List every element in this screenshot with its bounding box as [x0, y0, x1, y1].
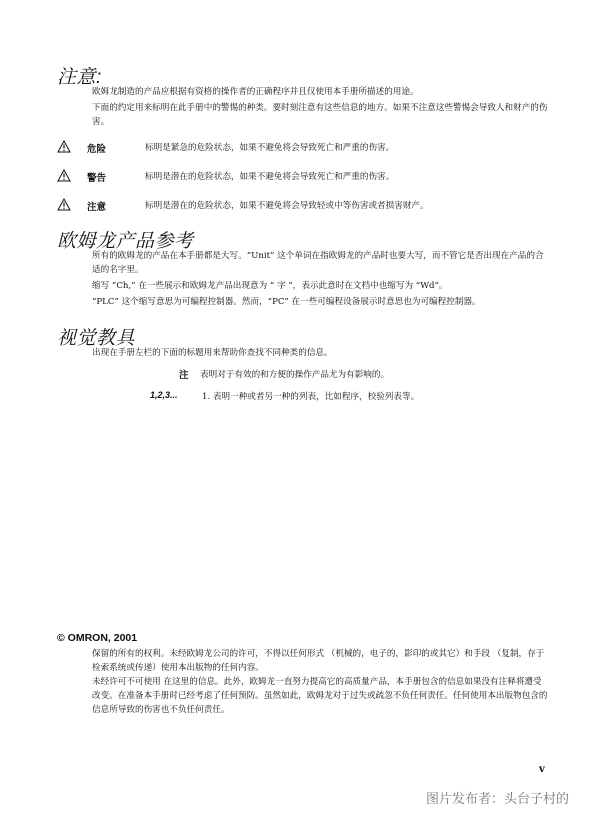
warning-triangle-icon: [57, 169, 71, 182]
warning-label: 注意: [87, 202, 107, 213]
copyright-heading: © OMRON, 2001: [57, 632, 138, 644]
page-number: v: [539, 764, 545, 775]
visual-aids-heading: 视觉教具: [57, 328, 136, 349]
attention-heading: 注意:: [57, 67, 102, 88]
warning-row-caution: [57, 198, 557, 214]
warning-label: 危险: [87, 144, 107, 155]
copyright-paragraph-1: 保留的所有的权利。未经欧姆龙公司的许可，不得以任何形式 （机械的，电子的，影印的或其它）和手段 （复制，存于检索系统或传递）使用本出版物的任何内容。: [92, 649, 545, 673]
warning-text: 标明是潜在的危险状态，如果不避免将会导致轻或中等伤害或者损害财产。: [145, 201, 429, 211]
attention-paragraph-2: 下面的约定用来标明在此手册中的警惕的种类。要时刻注意有这些信息的地方。如果不注意这些警惕会导致人和财产的伤害。: [92, 103, 548, 127]
attention-paragraph-1: 欧姆龙制造的产品应根据有资格的操作者的正确程序并且仅使用本手册所描述的用途。: [92, 87, 419, 97]
warning-row-danger: [57, 140, 557, 156]
warning-row-warning: [57, 169, 557, 185]
copyright-paragraph-2: 未经许可不可使用 在这里的信息。此外，欧姆龙一直努力提高它的高质量产品，本手册包含的信息如果没有注释将遭受改变。在准备本手册时已经考虑了任何预防。虽然如此，欧姆龙对于过失或疏忽不负任何责任。任何使用本出版物包含的信息所导致的伤害也不负任何责任。: [92, 677, 548, 715]
list-text: 1. 表明一种或者另一种的列表，比如程序，校验列表等。: [202, 392, 420, 402]
warning-text: 标明是潜在的危险状态，如果不避免将会导致死亡和严重的伤害。: [145, 172, 395, 182]
references-paragraph-1: 所有的欧姆龙的产品在本手册都是大写。“Unit” 这个单词在指欧姆龙的产品时也要大写，而不管它是否出现在产品的合适的名字里。: [92, 251, 544, 275]
references-heading: 欧姆龙产品参考: [57, 231, 194, 252]
references-paragraph-3: “PLC” 这个缩写意思为可编程控制器。然而，“PC” 在一些可编程设备展示时意思也为可编程控制器。: [92, 297, 481, 307]
note-label: 注: [179, 370, 189, 381]
visual-aids-intro: 出现在手册左栏的下面的标题用来帮助你查找不同种类的信息。: [92, 348, 333, 358]
note-text: 表明对于有效的和方便的操作产品尤为有影响的。: [200, 370, 390, 380]
list-label: 1,2,3...: [150, 390, 178, 400]
warning-triangle-icon: [57, 140, 71, 153]
warning-label: 警告: [87, 173, 107, 184]
references-paragraph-2: 缩写 “Ch,” 在一些展示和欧姆龙产品出现意为 “ 字 ”，表示此意时在文档中也缩写为 “Wd”。: [92, 281, 448, 291]
watermark-text: 图片发布者：头台子村的: [426, 792, 570, 807]
warning-text: 标明是紧急的危险状态，如果不避免将会导致死亡和严重的伤害。: [145, 143, 395, 153]
warning-triangle-icon: [57, 198, 71, 211]
